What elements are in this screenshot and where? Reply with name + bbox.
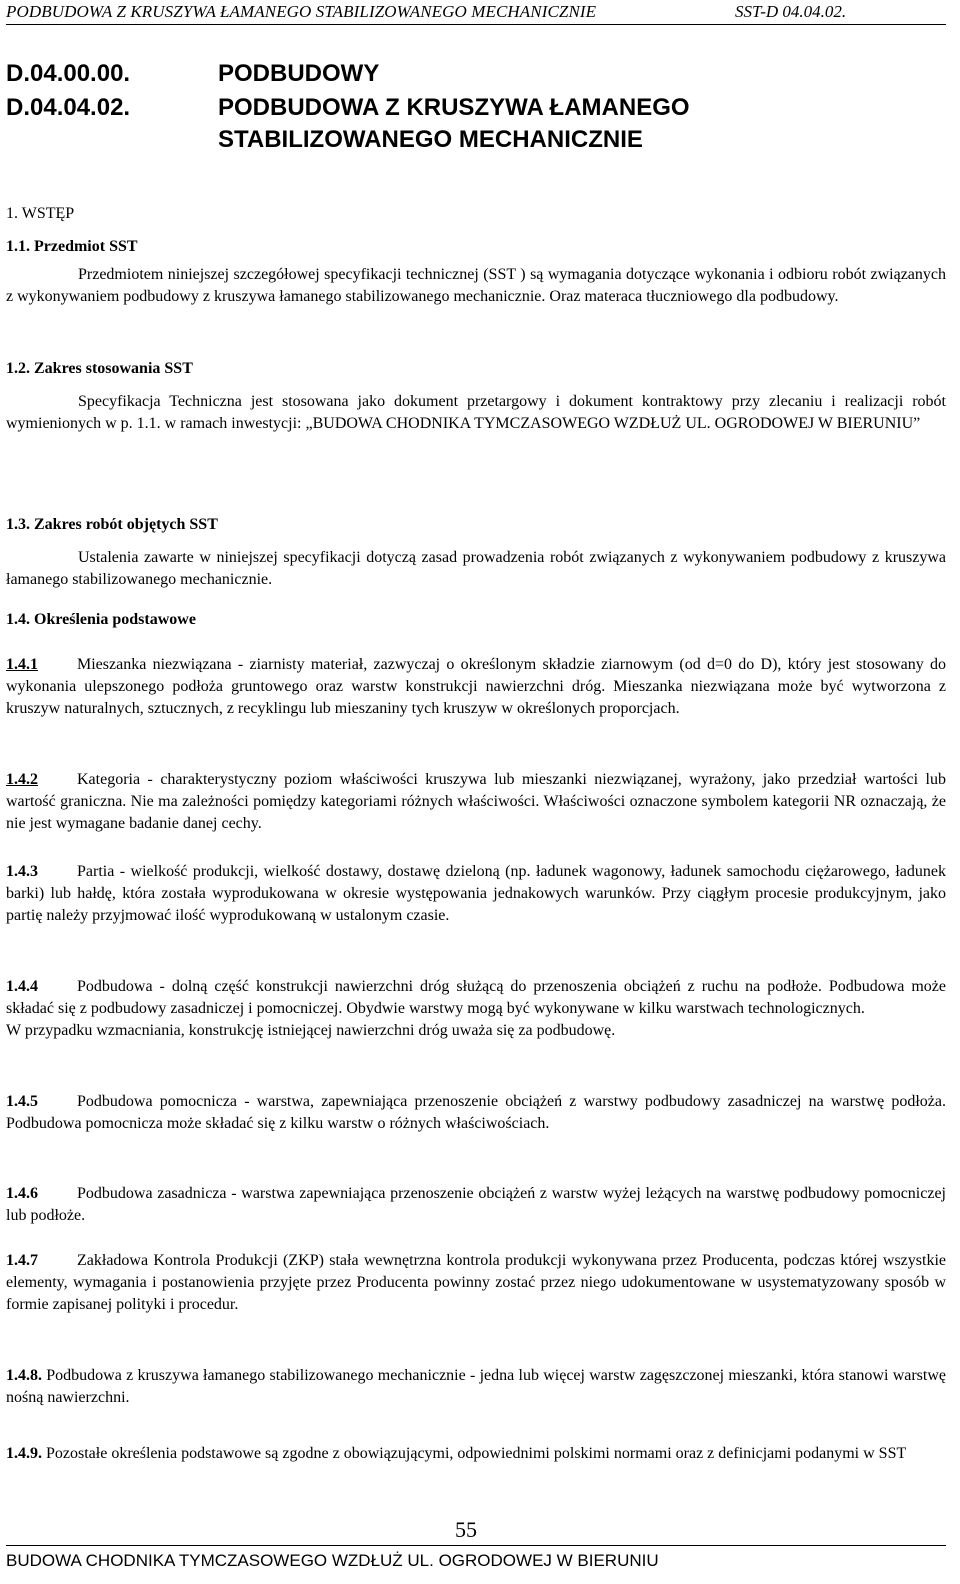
heading-1-4: 1.4. Określenia podstawowe xyxy=(6,611,196,628)
section-title-2-line2: STABILIZOWANEGO MECHANICZNIE xyxy=(218,126,643,153)
header-title: PODBUDOWA Z KRUSZYWA ŁAMANEGO STABILIZOWANEGO MECHANICZNIE xyxy=(6,2,597,21)
definition-text: Podbudowa - dolną część konstrukcji nawierzchni dróg służącą do przenoszenia obciążeń z ruchu na podłoże. Podbudowa może składać się z podbudowy zasadniczej i pomocniczej. Obydwie warstwy mogą być wykonywane w kilku warstwach technologicznych. xyxy=(6,978,946,1017)
definition-text: Podbudowa z kruszywa łamanego stabilizowanego mechanicznie - jedna lub więcej warstw zagęszczonej mieszanki, która stanowi warstwę nośną nawierzchni. xyxy=(6,1367,947,1406)
definition-number: 1.4.7 xyxy=(6,1252,38,1269)
definition-1-4-8 xyxy=(6,1365,946,1409)
definition-text: Mieszanka niezwiązana - ziarnisty materiał, zazwyczaj o określonym składzie ziarnowym (od d=0 do D), który jest stosowany do wykonania ulepszonego podłoża gruntowego oraz warstw konstrukcji nawierzchni dróg. Mieszanka niezwiązana może być wytworzona z kruszyw naturalnych, sztucznych, z recyklingu lub mieszaniny tych kruszyw w określonych proporcjach. xyxy=(6,656,946,717)
definition-number: 1.4.1 xyxy=(6,656,38,673)
section-title-2-line1: PODBUDOWA Z KRUSZYWA ŁAMANEGO xyxy=(218,94,690,121)
definition-number: 1.4.2 xyxy=(6,771,38,788)
header-code: SST-D 04.04.02. xyxy=(735,2,847,21)
paragraph-1-2: Specyfikacja Techniczna jest stosowana jako dokument przetargowy i dokument kontraktowy przy zlecaniu i realizacji robót wymienionych w p. 1.1. w ramach inwestycji: „BUDOWA CHODNIKA TYMCZASOWEGO WZDŁUŻ UL. OGRODOWEJ W BIERUNIU” xyxy=(6,393,946,432)
definition-1-4-1 xyxy=(6,654,946,720)
section-title-1: PODBUDOWY xyxy=(218,60,380,87)
definition-text: Podbudowa pomocnicza - warstwa, zapewniająca przenoszenie obciążeń z warstwy podbudowy zasadniczej na warstwę podłoża. Podbudowa pomocnicza może składać się z kilku warstw o różnych właściwościach. xyxy=(6,1093,946,1132)
definition-number: 1.4.9. xyxy=(6,1445,42,1462)
heading-wstep: 1. WSTĘP xyxy=(6,205,75,222)
definition-1-4-4 xyxy=(6,976,946,1042)
definition-1-4-5 xyxy=(6,1091,946,1135)
definition-text: Podbudowa zasadnicza - warstwa zapewniająca przenoszenie obciążeń z warstw wyżej leżących na warstwę podbudowy pomocniczej lub podłoże. xyxy=(6,1185,946,1224)
paragraph-1-1: Przedmiotem niniejszej szczegółowej specyfikacji technicznej (SST ) są wymagania dotyczące wykonania i odbioru robót związanych z wykonywaniem podbudowy z kruszywa łamanego stabilizowanego mechanicznie. Oraz materaca tłuczniowego dla podbudowy. xyxy=(6,266,946,305)
section-code-1: D.04.00.00. xyxy=(6,60,131,87)
section-code-2: D.04.04.02. xyxy=(6,94,131,121)
definition-text: Partia - wielkość produkcji, wielkość dostawy, dostawę dzieloną (np. ładunek wagonowy, ładunek samochodu ciężarowego, ładunek barki) lub hałdę, która została wyprodukowana w okresie występowania jednakowych warunków. Przy ciągłym procesie produkcyjnym, jako partię należy przyjmować ilość wyprodukowaną w ustalonym czasie. xyxy=(6,863,946,924)
definition-1-4-6 xyxy=(6,1183,946,1227)
definition-1-4-3 xyxy=(6,861,946,927)
heading-1-1: 1.1. Przedmiot SST xyxy=(6,238,138,255)
footer-divider xyxy=(6,1545,946,1546)
definition-number: 1.4.5 xyxy=(6,1093,38,1110)
definition-number: 1.4.3 xyxy=(6,863,38,880)
definition-1-4-7 xyxy=(6,1250,946,1316)
paragraph-1-3: Ustalenia zawarte w niniejszej specyfikacji dotyczą zasad prowadzenia robót związanych z wykonywaniem podbudowy z kruszywa łamanego stabilizowanego mechanicznie. xyxy=(6,549,946,588)
definition-number: 1.4.8. xyxy=(6,1367,42,1384)
definition-text: Pozostałe określenia podstawowe są zgodne z obowiązującymi, odpowiednimi polskimi normami oraz z definicjami podanymi w SST xyxy=(46,1445,907,1462)
definition-number: 1.4.4 xyxy=(6,978,38,995)
page-number: 55 xyxy=(455,1517,477,1542)
definition-number: 1.4.6 xyxy=(6,1185,38,1202)
definition-1-4-9 xyxy=(6,1443,946,1465)
heading-1-3: 1.3. Zakres robót objętych SST xyxy=(6,516,218,533)
header-divider xyxy=(6,24,946,25)
definition-text: Kategoria - charakterystyczny poziom właściwości kruszywa lub mieszanki niezwiązanej, wyrażony, jako przedział wartości lub wartość graniczna. Nie ma zależności pomiędzy kategoriami różnych właściwości. Właściwości oznaczone symbolem kategorii NR oznaczają, że nie jest wymagane badanie danej cechy. xyxy=(6,771,946,832)
definition-text: Zakładowa Kontrola Produkcji (ZKP) stała wewnętrzna kontrola produkcji wykonywana przez Producenta, podczas której wszystkie elementy, wymagania i postanowienia przyjęte przez Producenta powinny zostać przez niego udokumentowane w usystematyzowany sposób w formie zapisanej polityki i procedur. xyxy=(6,1252,946,1313)
heading-1-2: 1.2. Zakres stosowania SST xyxy=(6,360,193,377)
footer-project-name: BUDOWA CHODNIKA TYMCZASOWEGO WZDŁUŻ UL. OGRODOWEJ W BIERUNIU xyxy=(6,1551,659,1570)
page-header xyxy=(0,0,960,22)
definition-extra: W przypadku wzmacniania, konstrukcję istniejącej nawierzchni dróg uważa się za podbudowę. xyxy=(6,1022,616,1039)
definition-1-4-2 xyxy=(6,769,946,835)
